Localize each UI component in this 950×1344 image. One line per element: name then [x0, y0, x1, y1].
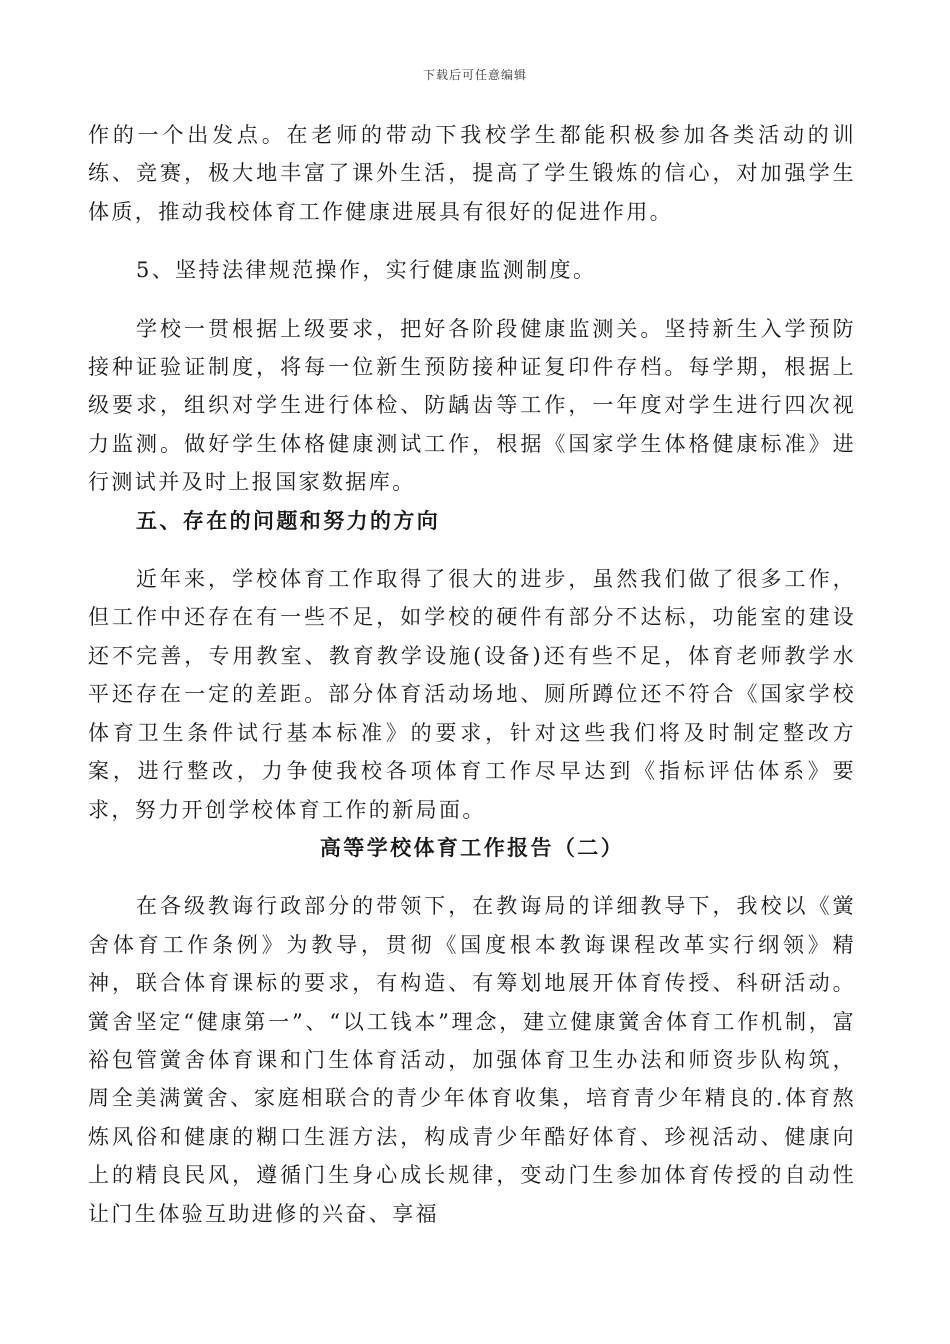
report-title-2: 高等学校体育工作报告（二）	[319, 834, 625, 860]
paragraph-continuation: 作的一个出发点。在老师的带动下我校学生都能积极参加各类活动的训练、竞赛，极大地丰富了课外生活，提高了学生锻炼的信心，对加强学生体质，推动我校体育工作健康进展具有很好的促进作用。	[88, 123, 856, 224]
paragraph-report-2-intro: 在各级教诲行政部分的带领下，在教诲局的详细教导下，我校以《黉舍体育工作条例》为教导，贯彻《国度根本教诲课程改革实行纲领》精神，联合体育课标的要求，有构造、有筹划地展开体育传授、科研活动。黉舍坚定“健康第一”、“以工钱本”理念，建立健康黉舍体育工作机制，富裕包管黉舍体育课和门生体育活动，加强体育卫生办法和师资步队构筑，周全美满黉舍、家庭相联合的青少年体育收集，培育青少年精良的.体育熬炼风俗和健康的糊口生涯方法，构成青少年酷好体育、珍视活动、健康向上的精良民风，遵循门生身心成长规律，变动门生参加体育传授的自动性让门生体验互助进修的兴奋、享福	[88, 894, 856, 1226]
paragraph-subheading-5: 5、坚持法律规范操作，实行健康监测制度。	[136, 258, 597, 283]
document-body	[88, 116, 856, 1233]
paragraph-problems: 近年来，学校体育工作取得了很大的进步，虽然我们做了很多工作，但工作中还存在有一些不足，如学校的硬件有部分不达标，功能室的建设还不完善，专用教室、教育教学设施(设备)还有些不足，体育老师教学水平还存在一定的差距。部分体育活动场地、厕所蹲位还不符合《国家学校体育卫生条件试行基本标准》的要求，针对这些我们将及时制定整改方案，进行整改，力争使我校各项体育工作尽早达到《指标评估体系》要求，努力开创学校体育工作的新局面。	[88, 567, 856, 822]
section-heading-problems: 五、存在的问题和努力的方向	[136, 507, 441, 533]
page-header: 下载后可任意编辑	[422, 68, 527, 82]
paragraph-health-monitoring: 学校一贯根据上级要求，把好各阶段健康监测关。坚持新生入学预防接种证验证制度，将每一位新生预防接种证复印件存档。每学期，根据上级要求，组织对学生进行体检、防龋齿等工作，一年度对学生进行四次视力监测。做好学生体格健康测试工作，根据《国家学生体格健康标准》进行测试并及时上报国家数据库。	[88, 316, 856, 495]
